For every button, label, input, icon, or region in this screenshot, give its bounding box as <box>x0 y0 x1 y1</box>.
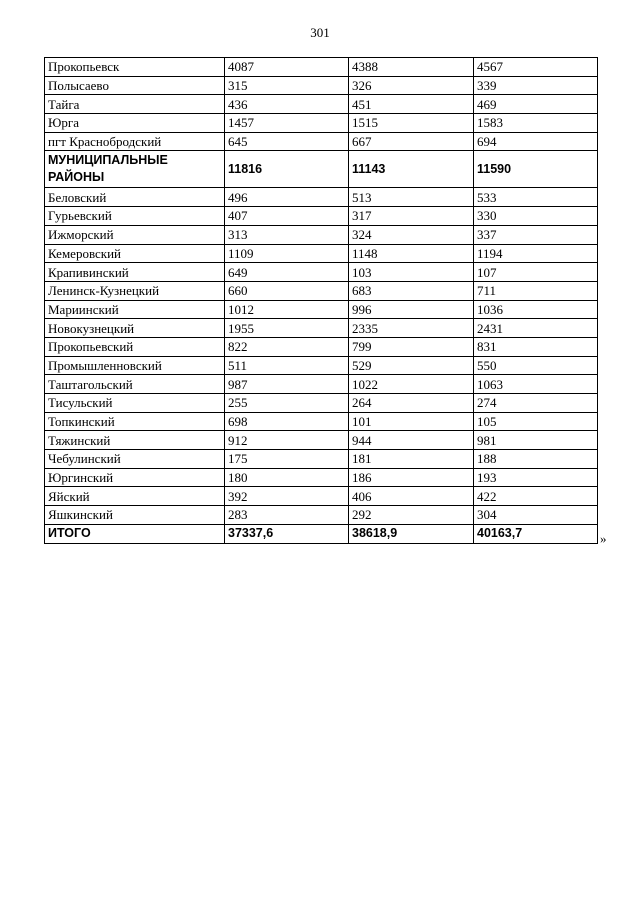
value-cell-3: 274 <box>474 394 598 413</box>
value-cell-3: 694 <box>474 132 598 151</box>
value-cell-1: 4087 <box>225 58 349 77</box>
row-name-cell: МУНИЦИПАЛЬНЫЕ РАЙОНЫ <box>45 151 225 188</box>
value-cell-2: 264 <box>349 394 474 413</box>
value-cell-2: 11143 <box>349 151 474 188</box>
value-cell-2: 292 <box>349 506 474 525</box>
row-name-cell: Топкинский <box>45 412 225 431</box>
value-cell-1: 313 <box>225 225 349 244</box>
value-cell-2: 38618,9 <box>349 524 474 543</box>
row-name-cell: Тайга <box>45 95 225 114</box>
table-row <box>45 356 598 375</box>
row-name-cell: Гурьевский <box>45 207 225 226</box>
value-cell-1: 315 <box>225 76 349 95</box>
value-cell-2: 101 <box>349 412 474 431</box>
row-name-cell: Новокузнецкий <box>45 319 225 338</box>
value-cell-3: 105 <box>474 412 598 431</box>
row-name-cell: Чебулинский <box>45 450 225 469</box>
value-cell-1: 37337,6 <box>225 524 349 543</box>
value-cell-2: 326 <box>349 76 474 95</box>
row-name-cell: Промышленновский <box>45 356 225 375</box>
value-cell-2: 451 <box>349 95 474 114</box>
value-cell-3: 422 <box>474 487 598 506</box>
table-row <box>45 337 598 356</box>
table-row <box>45 375 598 394</box>
row-name-cell: ИТОГО <box>45 524 225 543</box>
value-cell-3: 193 <box>474 468 598 487</box>
value-cell-1: 987 <box>225 375 349 394</box>
table-row <box>45 188 598 207</box>
value-cell-2: 4388 <box>349 58 474 77</box>
value-cell-1: 698 <box>225 412 349 431</box>
value-cell-3: 550 <box>474 356 598 375</box>
value-cell-1: 407 <box>225 207 349 226</box>
value-cell-2: 1148 <box>349 244 474 263</box>
table-row <box>45 225 598 244</box>
table-row <box>45 300 598 319</box>
value-cell-3: 337 <box>474 225 598 244</box>
value-cell-3: 533 <box>474 188 598 207</box>
value-cell-1: 645 <box>225 132 349 151</box>
value-cell-1: 912 <box>225 431 349 450</box>
value-cell-3: 711 <box>474 281 598 300</box>
value-cell-1: 660 <box>225 281 349 300</box>
row-name-cell: пгт Краснобродский <box>45 132 225 151</box>
row-name-cell: Юрга <box>45 114 225 133</box>
row-name-cell: Полысаево <box>45 76 225 95</box>
value-cell-2: 529 <box>349 356 474 375</box>
table-row <box>45 450 598 469</box>
value-cell-2: 324 <box>349 225 474 244</box>
value-cell-3: 1036 <box>474 300 598 319</box>
value-cell-2: 406 <box>349 487 474 506</box>
table-row <box>45 114 598 133</box>
row-name-cell: Ижморский <box>45 225 225 244</box>
value-cell-1: 1109 <box>225 244 349 263</box>
value-cell-1: 283 <box>225 506 349 525</box>
value-cell-3: 188 <box>474 450 598 469</box>
page-number: 301 <box>310 25 330 40</box>
value-cell-1: 822 <box>225 337 349 356</box>
value-cell-1: 511 <box>225 356 349 375</box>
table-row <box>45 524 598 543</box>
row-name-cell: Яшкинский <box>45 506 225 525</box>
table-row <box>45 132 598 151</box>
value-cell-1: 1012 <box>225 300 349 319</box>
value-cell-2: 683 <box>349 281 474 300</box>
table-row <box>45 263 598 282</box>
value-cell-3: 107 <box>474 263 598 282</box>
value-cell-3: 4567 <box>474 58 598 77</box>
table-row <box>45 151 598 188</box>
row-name-cell: Тисульский <box>45 394 225 413</box>
value-cell-2: 317 <box>349 207 474 226</box>
value-cell-3: 1194 <box>474 244 598 263</box>
row-name-cell: Мариинский <box>45 300 225 319</box>
row-name-cell: Таштагольский <box>45 375 225 394</box>
table-row <box>45 95 598 114</box>
value-cell-2: 1022 <box>349 375 474 394</box>
table-row <box>45 244 598 263</box>
value-cell-3: 330 <box>474 207 598 226</box>
value-cell-1: 1955 <box>225 319 349 338</box>
row-name-cell: Юргинский <box>45 468 225 487</box>
value-cell-3: 469 <box>474 95 598 114</box>
row-name-cell: Беловский <box>45 188 225 207</box>
value-cell-1: 392 <box>225 487 349 506</box>
value-cell-2: 1515 <box>349 114 474 133</box>
value-cell-3: 40163,7 <box>474 524 598 543</box>
table-row <box>45 319 598 338</box>
table-body <box>45 58 598 544</box>
value-cell-2: 667 <box>349 132 474 151</box>
row-name-cell: Прокопьевск <box>45 58 225 77</box>
value-cell-1: 649 <box>225 263 349 282</box>
value-cell-2: 799 <box>349 337 474 356</box>
value-cell-2: 996 <box>349 300 474 319</box>
value-cell-1: 496 <box>225 188 349 207</box>
table-row <box>45 487 598 506</box>
table-row <box>45 394 598 413</box>
row-name-cell: Ленинск-Кузнецкий <box>45 281 225 300</box>
value-cell-2: 513 <box>349 188 474 207</box>
value-cell-1: 175 <box>225 450 349 469</box>
closing-quote: » <box>600 531 607 546</box>
row-name-cell: Кемеровский <box>45 244 225 263</box>
value-cell-3: 1583 <box>474 114 598 133</box>
value-cell-2: 186 <box>349 468 474 487</box>
table-row <box>45 468 598 487</box>
value-cell-1: 1457 <box>225 114 349 133</box>
value-cell-2: 2335 <box>349 319 474 338</box>
table-row <box>45 431 598 450</box>
table-row <box>45 281 598 300</box>
value-cell-3: 831 <box>474 337 598 356</box>
value-cell-3: 1063 <box>474 375 598 394</box>
table-row <box>45 76 598 95</box>
row-name-cell: Прокопьевский <box>45 337 225 356</box>
value-cell-3: 981 <box>474 431 598 450</box>
value-cell-3: 339 <box>474 76 598 95</box>
value-cell-1: 180 <box>225 468 349 487</box>
value-cell-1: 436 <box>225 95 349 114</box>
data-table <box>44 57 598 544</box>
value-cell-3: 304 <box>474 506 598 525</box>
table-row <box>45 412 598 431</box>
value-cell-3: 2431 <box>474 319 598 338</box>
value-cell-1: 11816 <box>225 151 349 188</box>
value-cell-2: 181 <box>349 450 474 469</box>
value-cell-1: 255 <box>225 394 349 413</box>
value-cell-3: 11590 <box>474 151 598 188</box>
table-row <box>45 207 598 226</box>
row-name-cell: Яйский <box>45 487 225 506</box>
row-name-cell: Крапивинский <box>45 263 225 282</box>
table-row <box>45 58 598 77</box>
value-cell-2: 944 <box>349 431 474 450</box>
row-name-cell: Тяжинский <box>45 431 225 450</box>
value-cell-2: 103 <box>349 263 474 282</box>
table-row <box>45 506 598 525</box>
